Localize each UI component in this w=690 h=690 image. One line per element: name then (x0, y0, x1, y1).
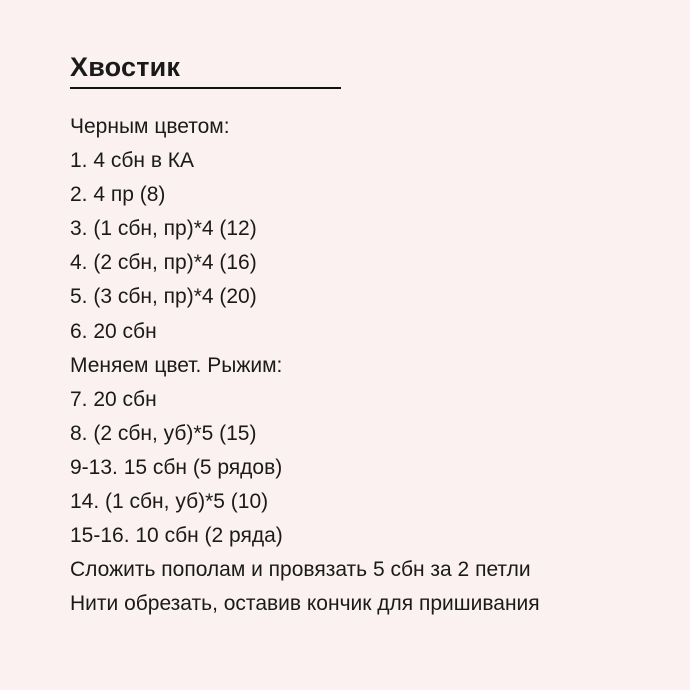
instruction-line: 14. (1 сбн, уб)*5 (10) (70, 490, 269, 514)
instruction-line: 8. (2 сбн, уб)*5 (15) (70, 421, 257, 445)
instruction-line: 2. 4 пр (8) (70, 183, 166, 207)
instruction-line: 4. (2 сбн, пр)*4 (16) (70, 251, 257, 275)
instruction-line: 1. 4 сбн в КА (70, 149, 195, 173)
instruction-line: Сложить пополам и провязать 5 сбн за 2 петли (70, 558, 531, 582)
instruction-line: Меняем цвет. Рыжим: (70, 353, 283, 377)
instruction-line: 5. (3 сбн, пр)*4 (20) (70, 285, 257, 309)
instruction-line: Черным цветом: (70, 115, 230, 138)
instruction-line: 3. (1 сбн, пр)*4 (12) (70, 217, 257, 241)
instruction-line: 15-16. 10 сбн (2 ряда) (70, 524, 283, 548)
instruction-line: 7. 20 сбн (70, 387, 157, 411)
instructions-list (70, 112, 540, 623)
title-underline (70, 87, 341, 89)
instruction-line: 6. 20 сбн (70, 319, 157, 343)
instruction-line: Нити обрезать, оставив кончик для пришивания (70, 592, 540, 616)
section-title: Хвостик (70, 52, 181, 82)
instruction-line: 9-13. 15 сбн (5 рядов) (70, 455, 283, 479)
